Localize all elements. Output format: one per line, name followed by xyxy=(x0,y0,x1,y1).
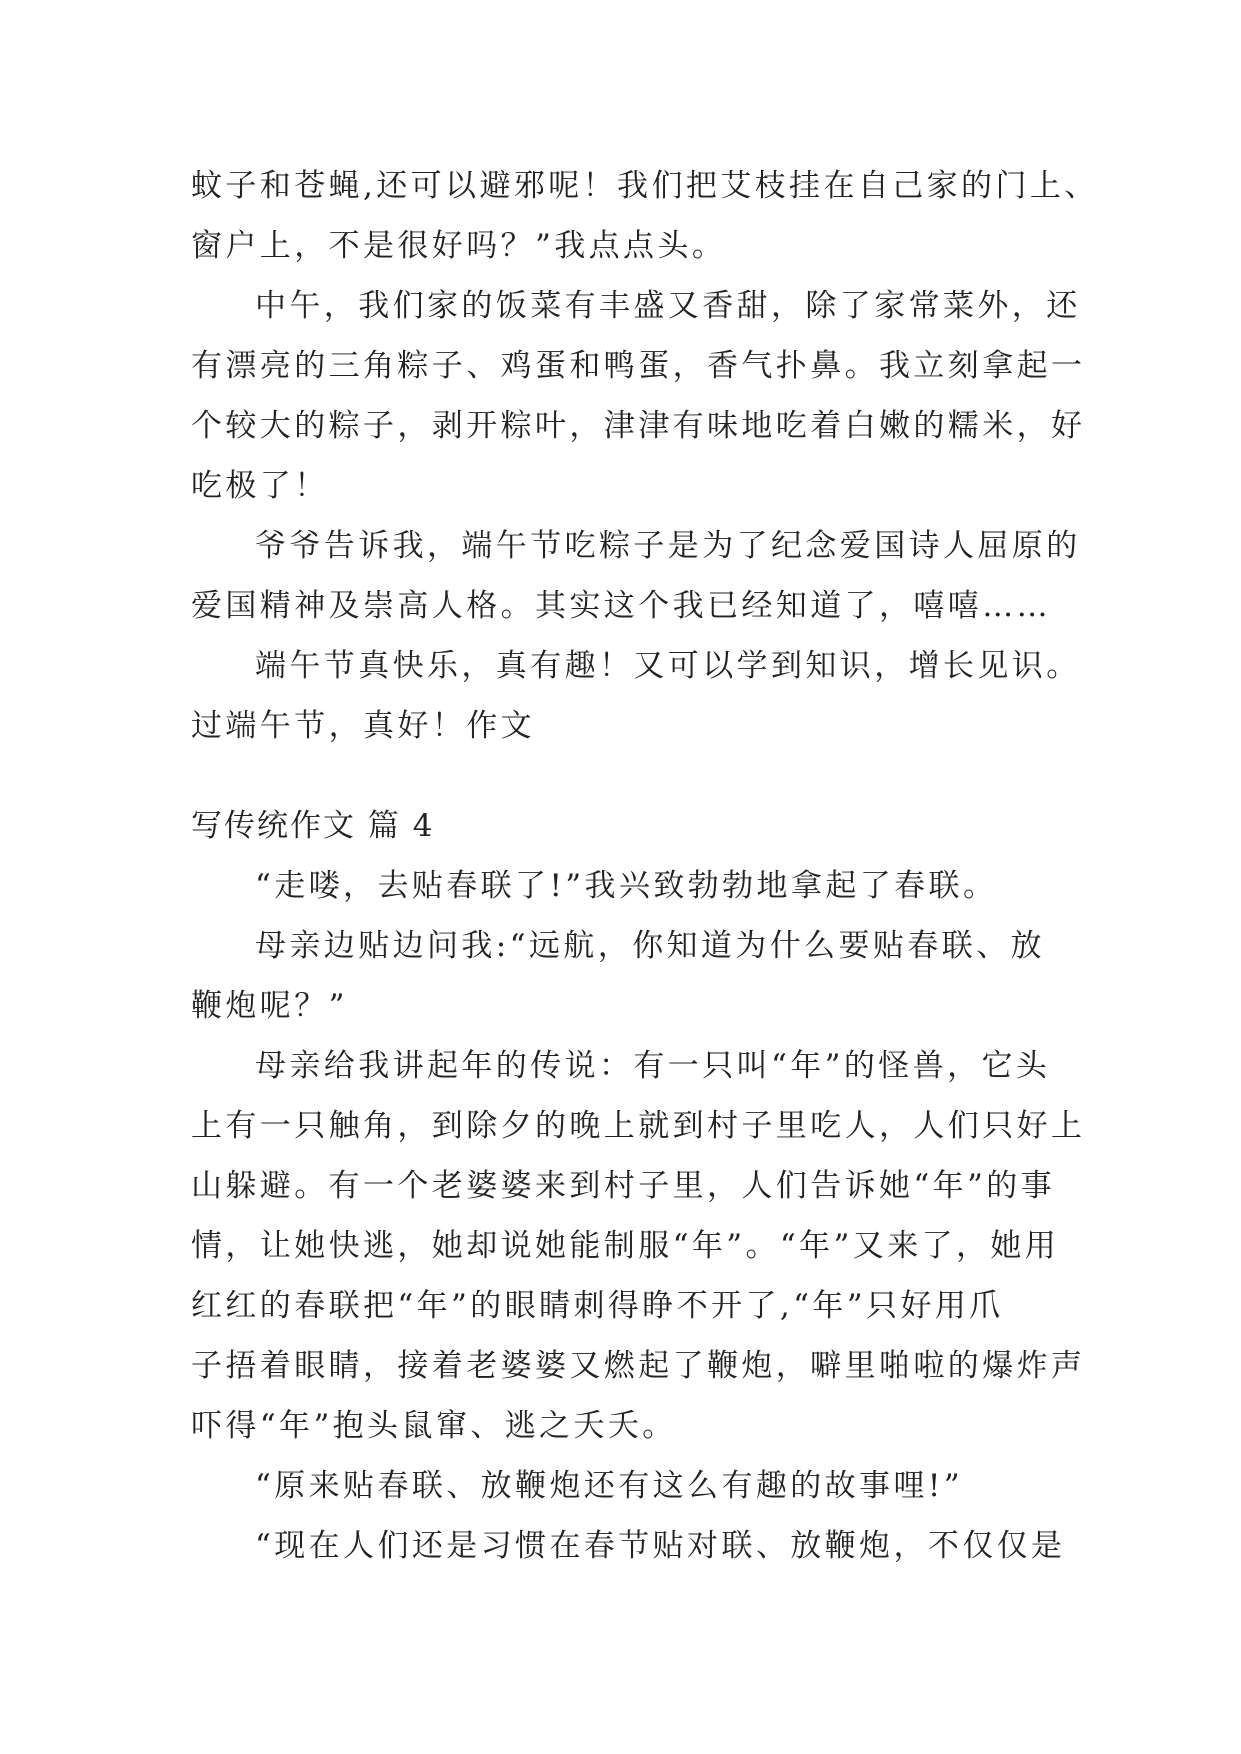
paragraph-first-line: “现在人们还是习惯在春节贴对联、放鞭炮，不仅仅是 xyxy=(255,1528,1066,1564)
text-line: 子捂着眼睛，接着老婆婆又燃起了鞭炮，噼里啪啦的爆炸声 xyxy=(191,1348,1086,1384)
text-line: 红红的春联把“年”的眼睛刺得睁不开了,“年”只好用爪 xyxy=(191,1288,1004,1324)
text-line: 山躲避。有一个老婆婆来到村子里，人们告诉她“年”的事 xyxy=(191,1168,1056,1204)
paragraph-first-line: “原来贴春联、放鞭炮还有这么有趣的故事哩!” xyxy=(255,1468,963,1504)
paragraph-first-line: 爷爷告诉我，端午节吃粽子是为了纪念爱国诗人屈原的 xyxy=(255,528,1081,564)
text-line: 吓得“年”抱头鼠窜、逃之夭夭。 xyxy=(191,1408,677,1444)
text-line: 有漂亮的三角粽子、鸡蛋和鸭蛋，香气扑鼻。我立刻拿起一 xyxy=(191,348,1086,384)
text-line: 吃极了！ xyxy=(191,468,329,504)
text-line: 上有一只触角，到除夕的晚上就到村子里吃人，人们只好上 xyxy=(191,1108,1086,1144)
paragraph-first-line: 母亲给我讲起年的传说：有一只叫“年”的怪兽，它头 xyxy=(255,1048,1051,1084)
text-line: 窗户上，不是很好吗？”我点点头。 xyxy=(191,228,727,264)
paragraph-first-line: 端午节真快乐，真有趣！又可以学到知识，增长见识。 xyxy=(255,648,1081,684)
paragraph-first-line: 母亲边贴边问我:“远航，你知道为什么要贴春联、放 xyxy=(255,928,1045,964)
paragraph-first-line: 中午，我们家的饭菜有丰盛又香甜，除了家常菜外，还 xyxy=(255,288,1081,324)
text-line: 爱国精神及崇高人格。其实这个我已经知道了，嘻嘻…… xyxy=(191,588,1051,624)
text-line: 过端午节，真好！作文 xyxy=(191,708,535,744)
paragraph-first-line: “走喽，去贴春联了!”我兴致勃勃地拿起了春联。 xyxy=(255,868,998,904)
text-line: 鞭炮呢？” xyxy=(191,988,348,1024)
section-heading: 写传统作文 篇 4 xyxy=(191,808,435,844)
text-line: 个较大的粽子，剥开粽叶，津津有味地吃着白嫩的糯米，好 xyxy=(191,408,1086,444)
text-line: 蚊子和苍蝇,还可以避邪呢！我们把艾枝挂在自己家的门上、 xyxy=(191,168,1099,204)
text-line: 情，让她快逃，她却说她能制服“年”。“年”又来了，她用 xyxy=(191,1228,1060,1264)
